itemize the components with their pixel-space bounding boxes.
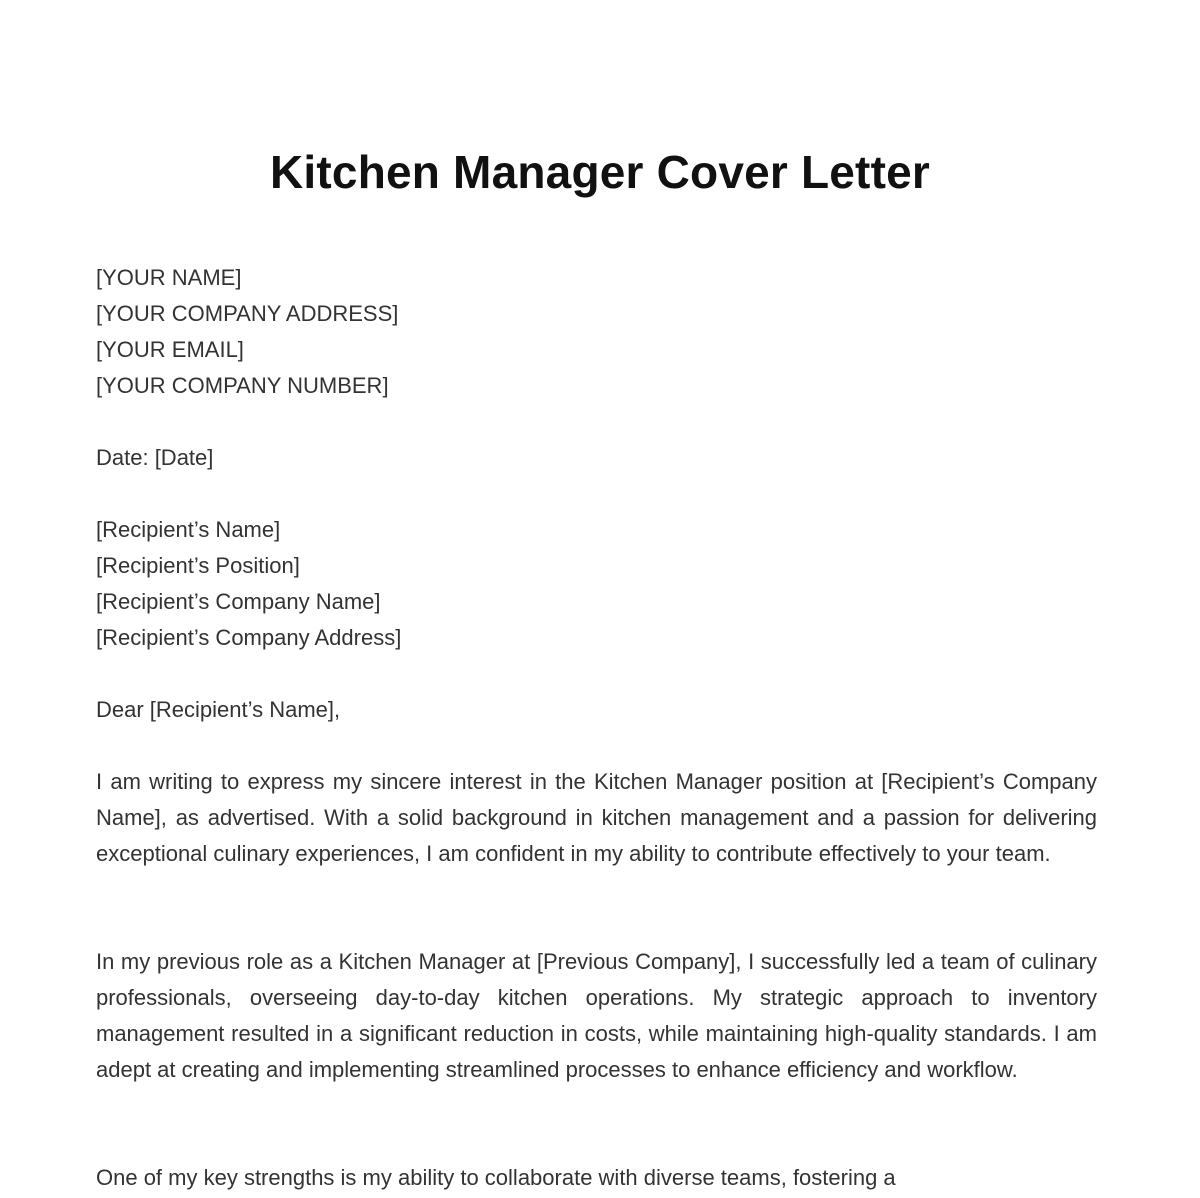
recipient-position: [Recipient’s Position] — [96, 553, 300, 578]
date-text: Date: [Date] — [96, 445, 214, 470]
salutation — [96, 692, 1097, 728]
date-line — [96, 440, 1097, 476]
sender-block — [96, 260, 1097, 404]
document-title: Kitchen Manager Cover Letter — [270, 146, 930, 198]
recipient-block — [96, 512, 1097, 656]
sender-name: [YOUR NAME] — [96, 265, 242, 290]
paragraph-intro: I am writing to express my sincere interest in the Kitchen Manager position at [Recipient’s Company Name], as advertised. With a solid background in kitchen management and a passion for delivering exceptional culinary experiences, I am confident in my ability to contribute effectively to your team. — [96, 769, 1097, 866]
paragraph-experience: In my previous role as a Kitchen Manager at [Previous Company], I successfully led a team of culinary professionals, overseeing day-to-day kitchen operations. My strategic approach to inventory management resulted in a significant reduction in costs, while maintaining high-quality standards. I am adept at creating and implementing streamlined processes to enhance efficiency and workflow. — [96, 949, 1097, 1082]
recipient-address: [Recipient’s Company Address] — [96, 625, 402, 650]
recipient-name: [Recipient’s Name] — [96, 517, 281, 542]
salutation-text: Dear [Recipient’s Name], — [96, 697, 341, 722]
recipient-company: [Recipient’s Company Name] — [96, 589, 381, 614]
paragraph-strengths: One of my key strengths is my ability to collaborate with diverse teams, fostering a — [96, 1165, 896, 1190]
sender-email: [YOUR EMAIL] — [96, 337, 244, 362]
sender-address: [YOUR COMPANY ADDRESS] — [96, 301, 399, 326]
sender-number: [YOUR COMPANY NUMBER] — [96, 373, 389, 398]
